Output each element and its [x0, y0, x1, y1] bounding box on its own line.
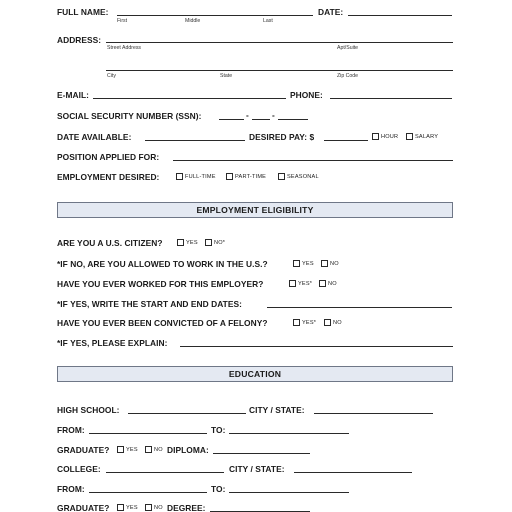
full-time-checkbox[interactable]	[176, 173, 183, 180]
citizen-no-checkbox[interactable]	[205, 239, 212, 246]
allowed-no-label: NO	[330, 261, 339, 267]
college-to-field[interactable]	[229, 492, 349, 493]
college-from-field[interactable]	[89, 492, 207, 493]
ssn-part1-field[interactable]	[219, 119, 244, 120]
hs-from-field[interactable]	[89, 433, 207, 434]
seasonal-option-label: SEASONAL	[287, 174, 319, 180]
worked-no-label: NO	[328, 281, 337, 287]
college-city-state-label: CITY / STATE:	[229, 464, 285, 474]
college-city-state-field[interactable]	[294, 472, 412, 473]
desired-pay-field[interactable]	[324, 140, 368, 141]
hs-graduate-yes-label: YES	[126, 447, 138, 453]
desired-pay-label: DESIRED PAY: $	[249, 132, 315, 142]
felony-yes-checkbox[interactable]	[293, 319, 300, 326]
first-name-sublabel: First	[117, 18, 128, 24]
ssn-label: SOCIAL SECURITY NUMBER (SSN):	[57, 111, 202, 121]
full-name-field[interactable]	[117, 15, 313, 16]
full-time-option-label: FULL-TIME	[185, 174, 216, 180]
part-time-checkbox[interactable]	[226, 173, 233, 180]
date-available-field[interactable]	[145, 140, 245, 141]
high-school-label: HIGH SCHOOL:	[57, 405, 120, 415]
hs-graduate-label: GRADUATE?	[57, 445, 110, 455]
worked-for-employer-label: HAVE YOU EVER WORKED FOR THIS EMPLOYER?	[57, 279, 264, 289]
felony-label: HAVE YOU EVER BEEN CONVICTED OF A FELONY?	[57, 318, 268, 328]
date-field[interactable]	[348, 15, 452, 16]
allowed-yes-checkbox[interactable]	[293, 260, 300, 267]
date-available-label: DATE AVAILABLE:	[57, 132, 132, 142]
worked-yes-checkbox[interactable]	[289, 280, 296, 287]
hs-graduate-no-label: NO	[154, 447, 163, 453]
high-school-field[interactable]	[128, 413, 246, 414]
college-graduate-label: GRADUATE?	[57, 503, 110, 512]
email-label: E-MAIL:	[57, 90, 89, 100]
apt-suite-sublabel: Apt/Suite	[337, 45, 359, 51]
citizen-no-label: NO*	[214, 240, 226, 246]
salary-checkbox[interactable]	[406, 133, 413, 140]
ssn-dash: -	[246, 110, 249, 120]
hour-checkbox[interactable]	[372, 133, 379, 140]
hs-city-state-field[interactable]	[314, 413, 433, 414]
hour-option-label: HOUR	[381, 134, 399, 140]
hs-graduate-no-checkbox[interactable]	[145, 446, 152, 453]
allowed-yes-label: YES	[302, 261, 314, 267]
explain-label: *IF YES, PLEASE EXPLAIN:	[57, 338, 168, 348]
city-state-zip-field[interactable]	[106, 70, 453, 71]
seasonal-checkbox[interactable]	[278, 173, 285, 180]
employment-desired-label: EMPLOYMENT DESIRED:	[57, 172, 160, 182]
phone-field[interactable]	[330, 98, 452, 99]
email-field[interactable]	[93, 98, 286, 99]
hs-to-label: TO:	[211, 425, 226, 435]
address-label: ADDRESS:	[57, 35, 102, 45]
diploma-field[interactable]	[213, 453, 310, 454]
college-graduate-no-checkbox[interactable]	[145, 504, 152, 511]
diploma-label: DIPLOMA:	[167, 445, 209, 455]
street-address-sublabel: Street Address	[107, 45, 142, 51]
hs-graduate-yes-checkbox[interactable]	[117, 446, 124, 453]
start-end-dates-field[interactable]	[267, 307, 452, 308]
salary-option-label: SALARY	[415, 134, 439, 140]
college-graduate-yes-label: YES	[126, 505, 138, 511]
last-name-sublabel: Last	[263, 18, 273, 24]
college-graduate-no-label: NO	[154, 505, 163, 511]
employment-eligibility-header: EMPLOYMENT ELIGIBILITY	[57, 202, 453, 218]
college-to-label: TO:	[211, 484, 226, 494]
city-sublabel: City	[107, 73, 116, 79]
worked-yes-label: YES*	[298, 281, 313, 287]
hs-to-field[interactable]	[229, 433, 349, 434]
ssn-part2-field[interactable]	[252, 119, 270, 120]
zip-code-sublabel: Zip Code	[337, 73, 359, 79]
street-address-field[interactable]	[106, 42, 453, 43]
part-time-option-label: PART-TIME	[235, 174, 267, 180]
phone-label: PHONE:	[290, 90, 323, 100]
ssn-part3-field[interactable]	[278, 119, 308, 120]
explain-field[interactable]	[180, 346, 453, 347]
position-applied-label: POSITION APPLIED FOR:	[57, 152, 160, 162]
start-end-dates-label: *IF YES, WRITE THE START AND END DATES:	[57, 299, 242, 309]
position-applied-field[interactable]	[173, 160, 453, 161]
felony-yes-label: YES*	[302, 320, 317, 326]
full-name-label: FULL NAME:	[57, 7, 109, 17]
education-header: EDUCATION	[57, 366, 453, 382]
college-from-label: FROM:	[57, 484, 85, 494]
hs-from-label: FROM:	[57, 425, 85, 435]
college-label: COLLEGE:	[57, 464, 101, 474]
middle-name-sublabel: Middle	[185, 18, 201, 24]
state-sublabel: State	[220, 73, 233, 79]
citizen-yes-checkbox[interactable]	[177, 239, 184, 246]
date-label: DATE:	[318, 7, 344, 17]
felony-no-label: NO	[333, 320, 342, 326]
degree-label: DEGREE:	[167, 503, 206, 512]
allowed-to-work-label: *IF NO, ARE YOU ALLOWED TO WORK IN THE U.S.?	[57, 259, 268, 269]
ssn-dash: -	[272, 110, 275, 120]
us-citizen-label: ARE YOU A U.S. CITIZEN?	[57, 238, 163, 248]
worked-no-checkbox[interactable]	[319, 280, 326, 287]
allowed-no-checkbox[interactable]	[321, 260, 328, 267]
citizen-yes-label: YES	[186, 240, 198, 246]
hs-city-state-label: CITY / STATE:	[249, 405, 305, 415]
felony-no-checkbox[interactable]	[324, 319, 331, 326]
college-graduate-yes-checkbox[interactable]	[117, 504, 124, 511]
college-field[interactable]	[106, 472, 224, 473]
